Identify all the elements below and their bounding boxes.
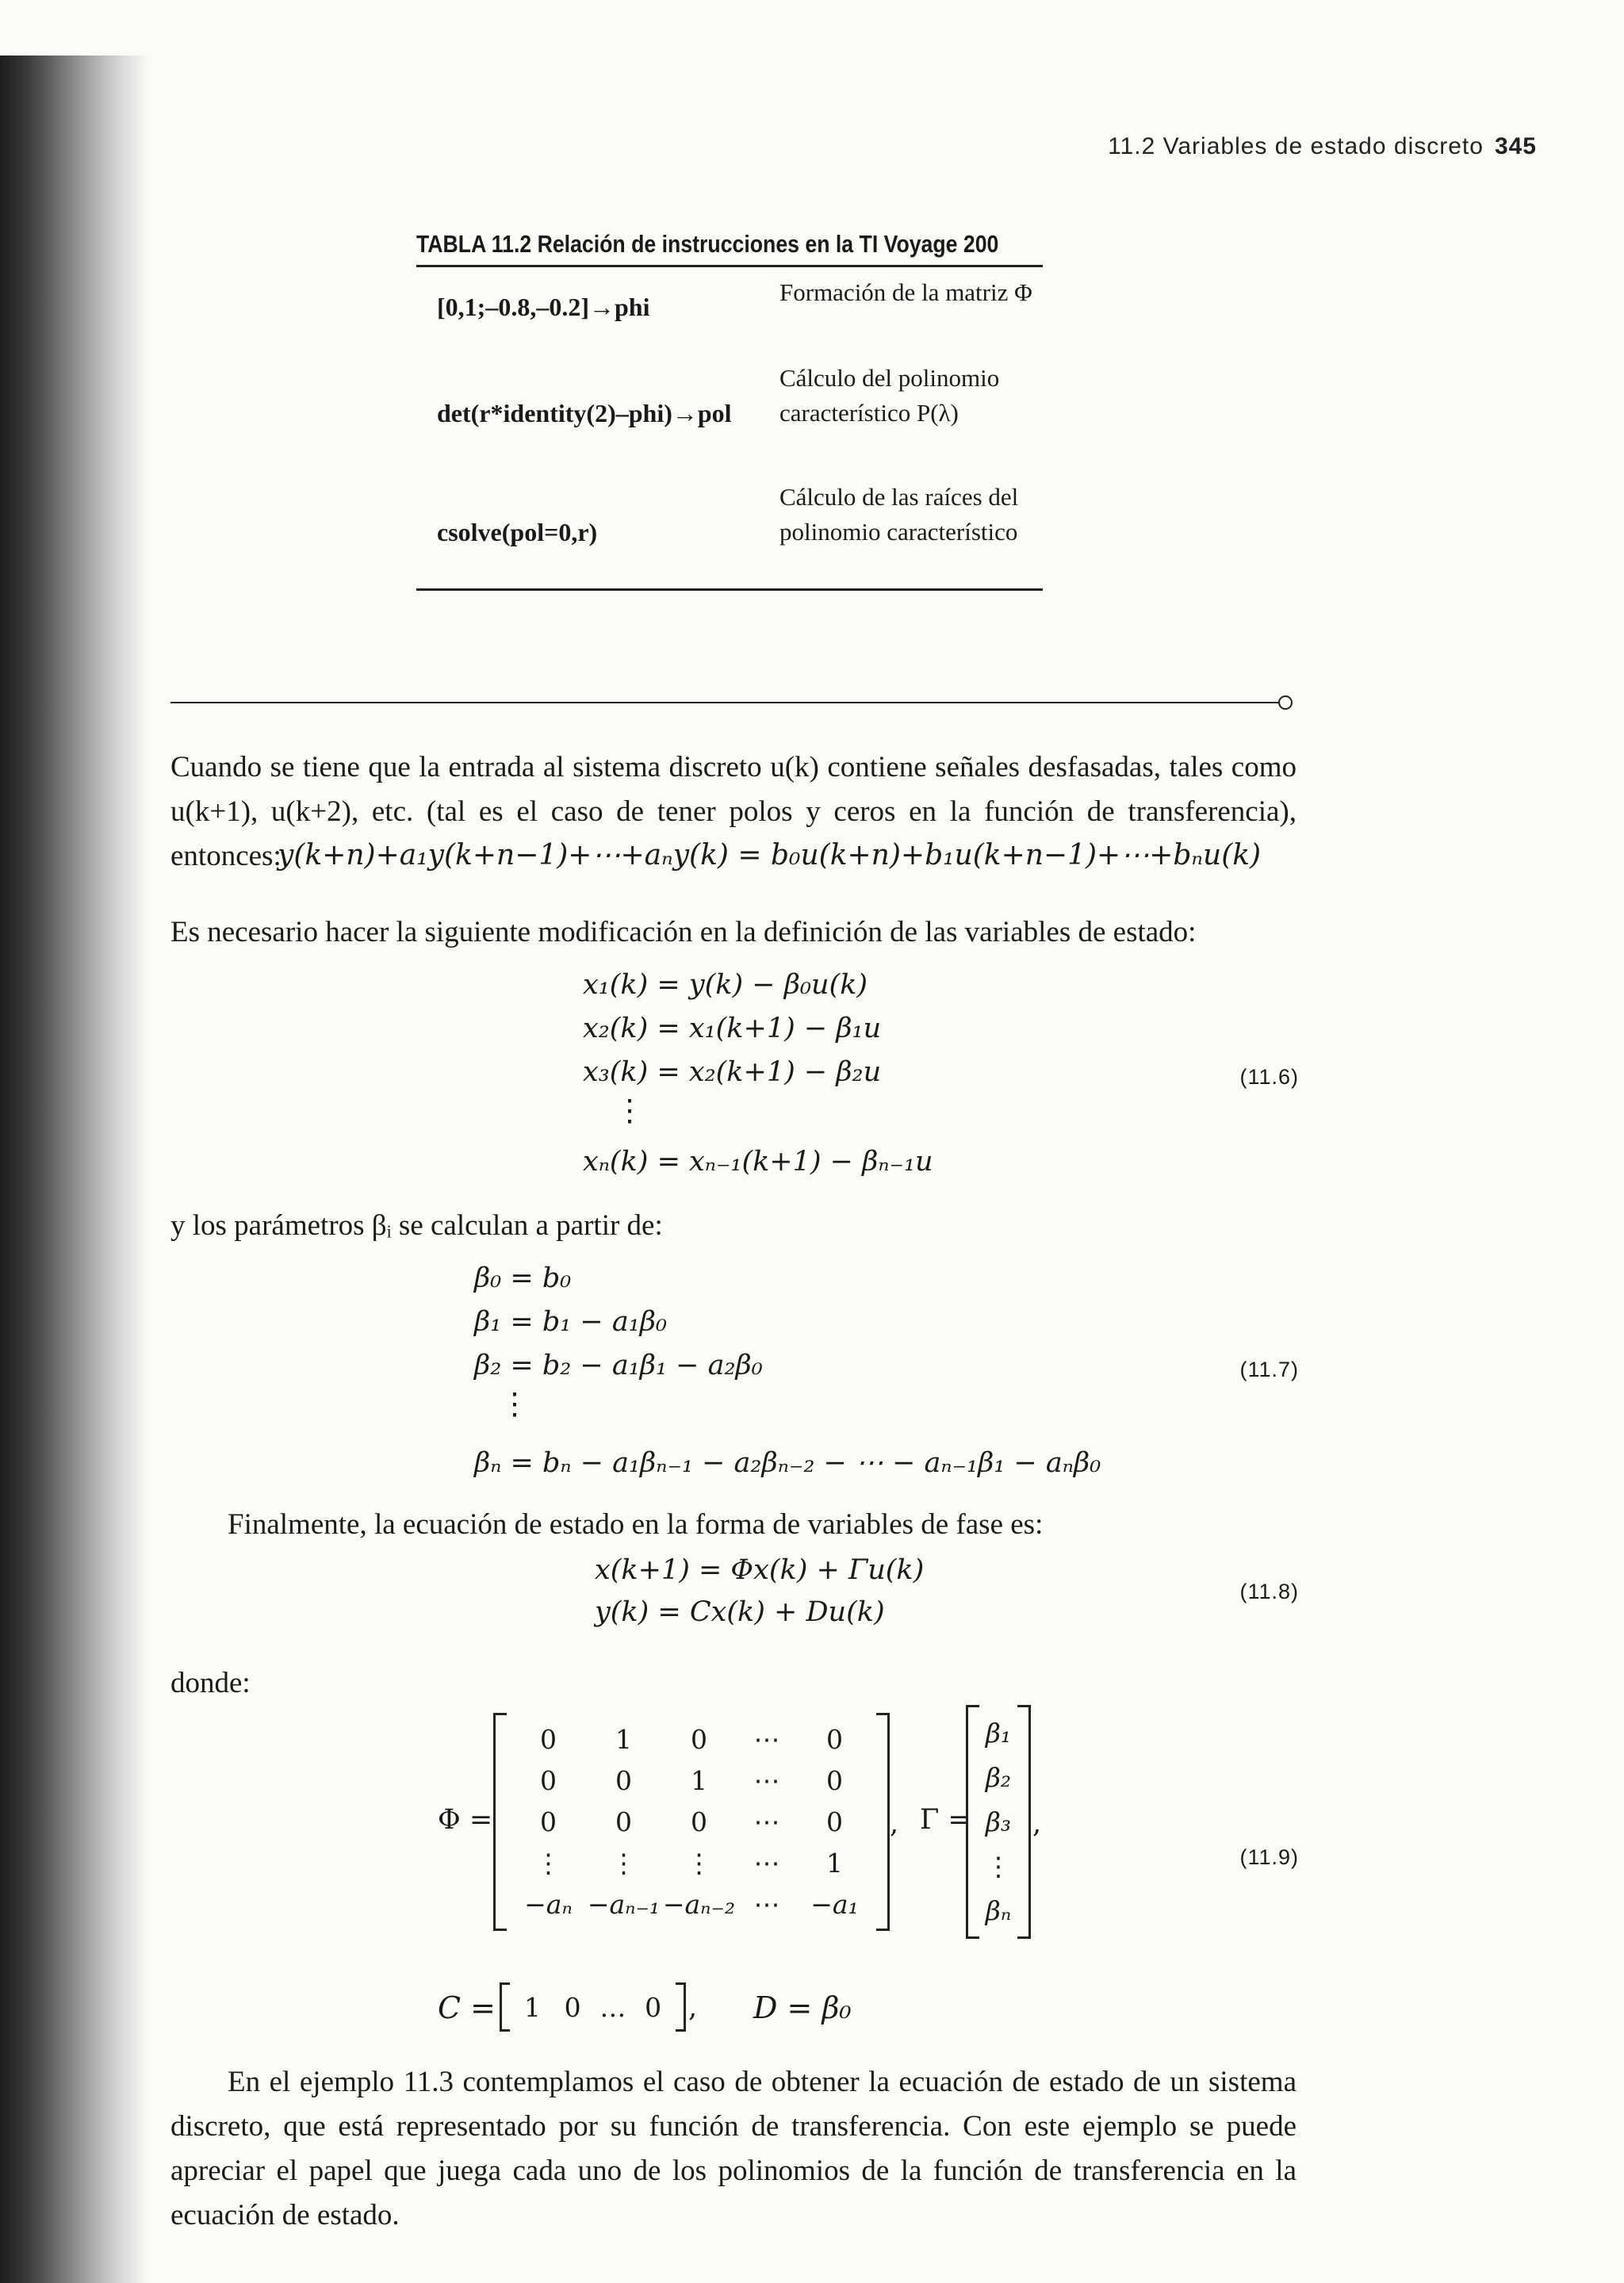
phi-separator: ,	[890, 1808, 899, 1840]
matrix-cell: 0	[826, 1724, 843, 1756]
table-description: Formación de la matriz Φ	[779, 278, 1032, 306]
page-binding-shadow	[0, 0, 151, 2283]
matrix-cell: 1	[615, 1724, 632, 1756]
matrix-cell: ⋯	[753, 1847, 780, 1879]
matrix-cell: 1	[691, 1765, 707, 1797]
vector-cell: 1	[523, 1991, 541, 2023]
eq-11-7-vdots: ⋮	[500, 1386, 530, 1421]
phi-matrix-grid	[511, 1719, 872, 1925]
matrix-right-bracket	[876, 1713, 890, 1931]
vector-cell: 0	[564, 1991, 581, 2023]
section-separator-circle	[1278, 695, 1293, 710]
eq-11-8-line: x(k+1) = Φx(k) + Γu(k)	[595, 1554, 925, 1586]
phi-matrix	[493, 1713, 890, 1931]
matrix-cell: 1	[826, 1847, 843, 1879]
table-top-rule	[416, 265, 1043, 267]
matrix-cell: 0	[540, 1806, 557, 1837]
vector-cell: ⋮	[985, 1850, 1012, 1882]
paragraph-beta-params: y los parámetros βᵢ se calculan a partir de:	[170, 1209, 663, 1242]
matrix-cell: 0	[691, 1724, 707, 1756]
matrix-cell: ⋯	[753, 1724, 780, 1756]
page-number: 345	[1494, 133, 1537, 159]
table-caption: TABLA 11.2 Relación de instrucciones en la TI Voyage 200	[416, 230, 999, 258]
matrix-cell: ⋮	[686, 1847, 712, 1879]
paragraph-example: En el ejemplo 11.3 contemplamos el caso de obtener la ecuación de estado de un sistema discreto, que está representado por su función de transferencia. Con este ejemplo se puede apreciar el papel que juega cada uno de los polinomios de la función de transferencia en la ecuación de estado.	[170, 2066, 1297, 2231]
c-label: C =	[438, 1990, 496, 2025]
eq-11-6-line: x₁(k) = y(k) − β₀u(k)	[583, 969, 868, 1001]
table-row	[416, 480, 1043, 591]
eq-number-11-8: (11.8)	[1239, 1580, 1299, 1603]
vector-cell: βₙ	[985, 1894, 1012, 1926]
paragraph-phase-variables: Finalmente, la ecuación de estado en la forma de variables de fase es:	[228, 1508, 1044, 1541]
table-command: csolve(pol=0,r)	[437, 518, 598, 546]
matrix-cell: ⋯	[753, 1806, 780, 1837]
c-separator: ,	[688, 1992, 698, 2024]
eq-11-6-line: xₙ(k) = xₙ₋₁(k+1) − βₙ₋₁u	[583, 1146, 933, 1178]
vector-cell: 0	[645, 1991, 662, 2023]
matrix-cell: 0	[691, 1806, 707, 1837]
gamma-vector	[966, 1705, 1031, 1939]
matrix-cell: 0	[615, 1765, 632, 1797]
matrix-cell: 0	[615, 1806, 632, 1837]
table-description: Cálculo de las raíces del polinomio característico	[779, 483, 1019, 546]
c-row-vector	[500, 1982, 686, 2032]
matrix-cell: ⋮	[611, 1847, 637, 1879]
difference-equation: y(k+n)+a₁y(k+n−1)+⋯+aₙy(k) = b₀u(k+n)+b₁u(k+n−1)+⋯+bₙu(k)	[278, 839, 1262, 871]
gamma-label: Γ =	[920, 1804, 971, 1836]
table-row	[416, 361, 1043, 472]
eq-11-6-line: x₃(k) = x₂(k+1) − β₂u	[583, 1056, 882, 1088]
table-description: Cálculo del polinomio característico P(λ)	[779, 364, 1000, 427]
phi-label: Φ =	[438, 1804, 493, 1836]
matrix-cell: −aₙ	[524, 1888, 573, 1920]
running-header	[1108, 133, 1537, 160]
eq-11-7-line: β₀ = b₀	[474, 1262, 572, 1294]
table-row	[416, 274, 1043, 353]
matrix-left-bracket	[493, 1713, 507, 1931]
paragraph-modification: Es necesario hacer la siguiente modificación en la definición de las variables de estado:	[170, 916, 1197, 948]
gamma-vector-grid	[977, 1711, 1020, 1933]
table-command: [0,1;–0.8,–0.2]→phi	[437, 293, 650, 321]
matrix-cell: ⋯	[753, 1765, 780, 1797]
matrix-left-bracket	[500, 1982, 510, 2032]
section-title: 11.2 Variables de estado discreto	[1108, 133, 1484, 159]
matrix-cell: −a₁	[810, 1888, 859, 1920]
matrix-cell: ⋮	[535, 1847, 561, 1879]
c-row-grid	[512, 1982, 673, 2032]
section-separator-line	[170, 702, 1281, 703]
matrix-cell: −aₙ₋₁	[587, 1888, 661, 1920]
eq-11-7-line: β₂ = b₂ − a₁β₁ − a₂β₀	[474, 1350, 763, 1381]
matrix-right-bracket	[676, 1982, 686, 2032]
table-bottom-rule	[416, 588, 1043, 591]
matrix-cell: 0	[826, 1765, 843, 1797]
eq-number-11-6: (11.6)	[1239, 1065, 1299, 1089]
eq-11-8-line: y(k) = Cx(k) + Du(k)	[595, 1596, 885, 1628]
eq-11-6-vdots: ⋮	[615, 1093, 645, 1128]
paragraph-intro: Cuando se tiene que la entrada al sistema discreto u(k) contiene señales desfasadas, tales como u(k+1), u(k+2), etc. (tal es el caso de tener polos y ceros en la función de transferencia), entonces:	[170, 751, 1297, 872]
matrix-cell: −aₙ₋₂	[662, 1888, 736, 1920]
eq-11-7-line: βₙ = bₙ − a₁βₙ₋₁ − a₂βₙ₋₂ − ⋯ − aₙ₋₁β₁ − aₙβ₀	[474, 1447, 1101, 1479]
eq-number-11-9: (11.9)	[1239, 1845, 1299, 1869]
vector-cell: β₃	[985, 1806, 1012, 1837]
vector-cell: β₁	[985, 1718, 1012, 1749]
vector-cell: β₂	[985, 1762, 1012, 1794]
matrix-cell: 0	[540, 1765, 557, 1797]
vector-cell: …	[599, 1991, 626, 2023]
gamma-separator: ,	[1032, 1808, 1042, 1840]
eq-11-6-line: x₂(k) = x₁(k+1) − β₁u	[583, 1013, 882, 1044]
eq-11-7-line: β₁ = b₁ − a₁β₀	[474, 1306, 668, 1338]
table-command: det(r*identity(2)–phi)→pol	[437, 399, 732, 427]
matrix-cell: 0	[826, 1806, 843, 1837]
d-expression: D = β₀	[753, 1990, 852, 2025]
eq-number-11-7: (11.7)	[1239, 1358, 1299, 1381]
page-top-margin	[0, 0, 222, 56]
matrix-cell: 0	[540, 1724, 557, 1756]
paragraph-donde: donde:	[170, 1667, 251, 1699]
matrix-cell: ⋯	[753, 1888, 780, 1920]
